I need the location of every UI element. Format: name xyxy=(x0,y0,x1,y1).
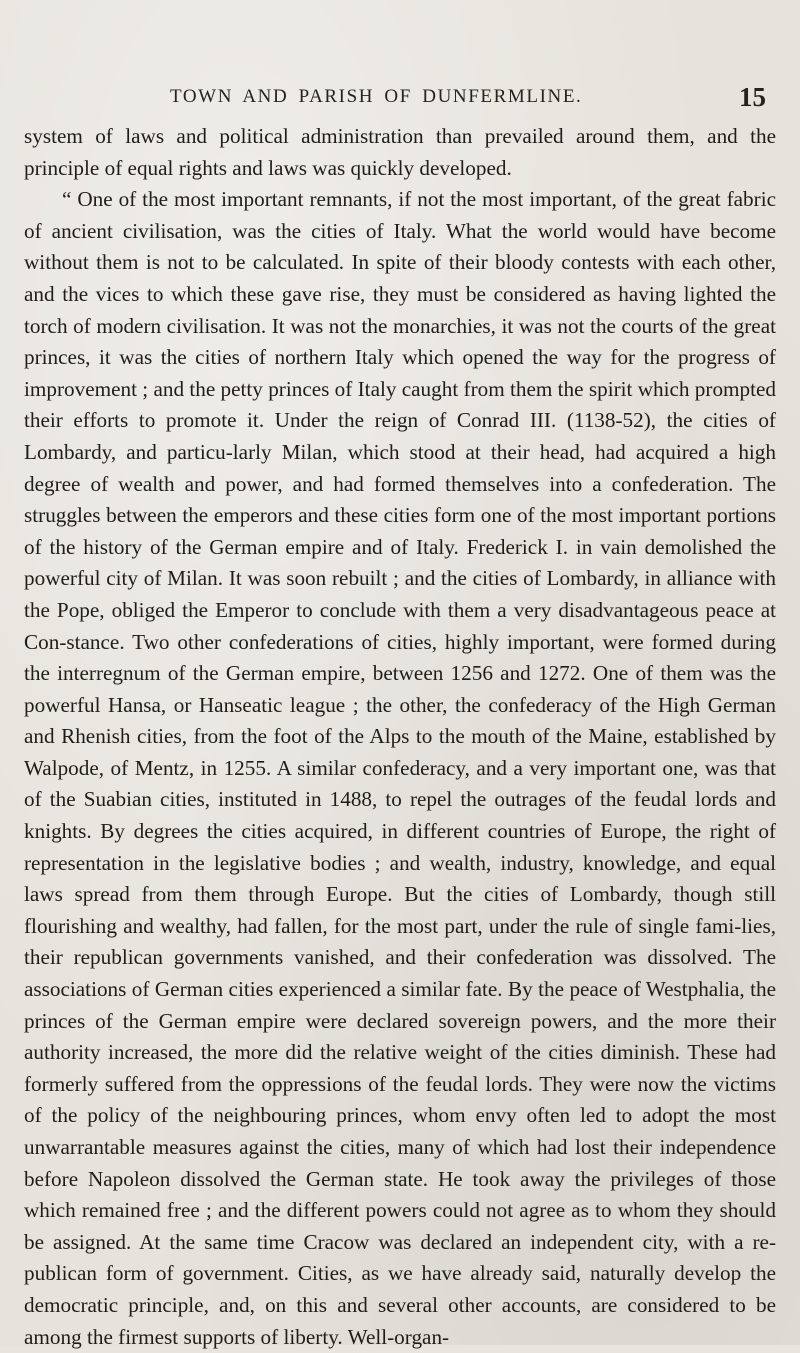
body-text xyxy=(24,121,776,1353)
paragraph-continued: system of laws and political administration than prevailed around them, and the principle of equal rights and laws was quickly developed. xyxy=(24,124,776,180)
page-number: 15 xyxy=(739,82,766,112)
running-head xyxy=(0,82,800,112)
running-title: TOWN AND PARISH OF DUNFERMLINE. xyxy=(170,86,583,107)
paragraph-quotation: “ One of the most important remnants, if not the most important, of the great fabric of ancient civilisation, was the cities of Italy. What the world would have become without them is not to be calculated. In spite of their bloody contests with each other, and the vices to which these gave rise, they must be considered as having lighted the torch of modern civilisation. It was not the monarchies, it was not the courts of the great princes, it was the cities of northern Italy which opened the way for the progress of improvement ; and the petty princes of Italy caught from them the spirit which prompted their efforts to promote it. Under the reign of Conrad III. (1138-52), the cities of Lombardy, and particu-larly Milan, which stood at their head, had acquired a high degree of wealth and power, and had formed themselves into a confederation. The struggles between the emperors and these cities form one of the most important portions of the history of the German empire and of Italy. Frederick I. in vain demolished the powerful city of Milan. It was soon rebuilt ; and the cities of Lombardy, in alliance with the Pope, obliged the Emperor to conclude with them a very disadvantageous peace at Con-stance. Two other confederations of cities, highly important, were formed during the interregnum of the German empire, between 1256 and 1272. One of them was the powerful Hansa, or Hanseatic league ; the other, the confederacy of the High German and Rhenish cities, from the foot of the Alps to the mouth of the Maine, established by Walpode, of Mentz, in 1255. A similar confederacy, and a very important one, was that of the Suabian cities, instituted in 1488, to repel the outrages of the feudal lords and knights. By degrees the cities acquired, in different countries of Europe, the right of representation in the legislative bodies ; and wealth, industry, knowledge, and equal laws spread from them through Europe. But the cities of Lombardy, though still flourishing and wealthy, had fallen, for the most part, under the rule of single fami-lies, their republican governments vanished, and their confederation was dissolved. The associations of German cities experienced a similar fate. By the peace of Westphalia, the princes of the German empire were declared sovereign powers, and the more their authority increased, the more did the relative weight of the cities diminish. These had formerly suffered from the oppressions of the feudal lords. They were now the victims of the policy of the neighbouring princes, whom envy often led to adopt the most unwarrantable measures against the cities, many of which had lost their independence before Napoleon dissolved the German state. He took away the privileges of those which remained free ; and the different powers could not agree as to whom they should be assigned. At the same time Cracow was declared an independent city, with a re-publican form of government. Cities, as we have already said, naturally develop the democratic principle, and, on this and several other accounts, are considered to be among the firmest supports of liberty. Well-organ- xyxy=(24,187,776,1349)
